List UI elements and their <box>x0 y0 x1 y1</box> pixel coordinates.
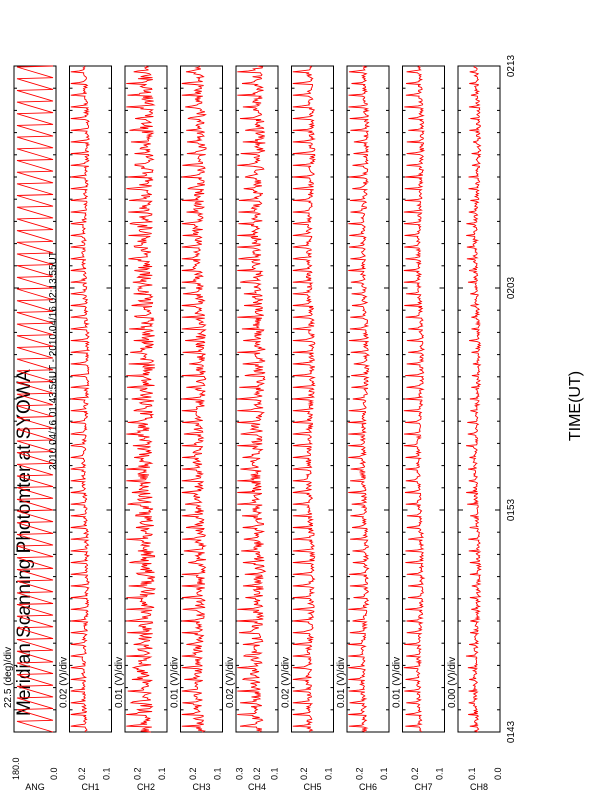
series-line-ch4 <box>237 66 265 732</box>
y-tick-label: 0.0 <box>48 767 59 780</box>
y-tick-label: 0.1 <box>467 767 477 780</box>
y-tick-label: 0.2 <box>132 767 143 780</box>
y-tick-label: 0.1 <box>269 767 280 780</box>
y-tick-label: 0.1 <box>434 767 445 780</box>
y-tick-label: 0.1 <box>212 767 223 780</box>
panel-channel-label: CH8 <box>469 782 489 792</box>
y-tick-label: 0.0 <box>492 767 503 780</box>
panel-scale-label: 0.02 (V)/div <box>280 656 292 708</box>
panel-ch2 <box>114 66 167 792</box>
panel-channel-label: CH6 <box>358 782 378 792</box>
panel-scale-label: 0.01 (V)/div <box>114 656 125 708</box>
panel-channel-label: CH3 <box>192 782 211 792</box>
series-line-ch2 <box>126 66 155 732</box>
panel-ch6 <box>336 66 389 792</box>
panel-channel-label: ANG <box>25 782 45 792</box>
y-tick-label: 0.1 <box>379 767 390 780</box>
panel-channel-label: CH1 <box>81 782 100 792</box>
panel-scale-label: 0.01 (V)/div <box>391 656 403 708</box>
panel-ch3 <box>170 66 223 792</box>
y-tick-label: 0.1 <box>157 767 168 780</box>
y-tick-label: 180.0 <box>11 757 22 780</box>
panel-ch7 <box>392 66 445 792</box>
x-tick-label: 0203 <box>506 276 517 300</box>
panel-ch5 <box>281 66 334 792</box>
y-tick-label: 0.3 <box>234 767 245 780</box>
panel-ch4 <box>225 66 280 792</box>
series-line-ch7 <box>404 66 424 732</box>
y-tick-label: 0.2 <box>354 767 365 780</box>
series-line-ch1 <box>71 66 89 732</box>
x-tick-label: 0143 <box>506 720 517 744</box>
panel-scale-label: 0.02 (V)/div <box>58 656 70 708</box>
panel-ch1 <box>59 66 112 792</box>
x-tick-label: 0213 <box>506 54 517 78</box>
y-tick-label: 0.2 <box>298 767 309 780</box>
panel-ch8 <box>447 66 503 792</box>
series-line-ch5 <box>293 66 315 732</box>
panel-scale-label: 0.01 (V)/div <box>169 656 181 708</box>
panel-channel-label: CH5 <box>303 782 322 792</box>
series-line-ch3 <box>182 66 206 732</box>
y-tick-label: 0.1 <box>101 767 112 780</box>
series-line-ch6 <box>348 66 369 732</box>
x-tick-label: 0153 <box>506 498 517 522</box>
panel-scale-label: 0.01 (V)/div <box>336 656 347 708</box>
y-tick-label: 0.1 <box>323 767 334 780</box>
x-axis-label: TIME(UT) <box>567 370 584 442</box>
y-tick-label: 0.2 <box>187 767 198 780</box>
panel-channel-label: CH4 <box>247 782 267 792</box>
y-tick-label: 0.2 <box>409 767 420 780</box>
panel-channel-label: CH7 <box>414 782 433 792</box>
panels <box>3 54 517 792</box>
series-line-ch8 <box>466 66 481 732</box>
y-tick-label: 0.2 <box>252 767 262 780</box>
y-tick-label: 0.2 <box>76 767 87 780</box>
panel-scale-label: 0.00 (V)/div <box>447 656 458 708</box>
panel-scale-label: 0.02 (V)/div <box>225 656 236 708</box>
chart-title: Meridian Scanning Photomter at SYOWA <box>14 369 35 716</box>
panel-channel-label: CH2 <box>136 782 156 792</box>
panel-scale-label: 22.5 (deg)/div <box>3 646 14 708</box>
chart-subtitle: 2010 04/16 01:43:56UT - 2010 04/16 02:13:55UT <box>48 251 59 470</box>
